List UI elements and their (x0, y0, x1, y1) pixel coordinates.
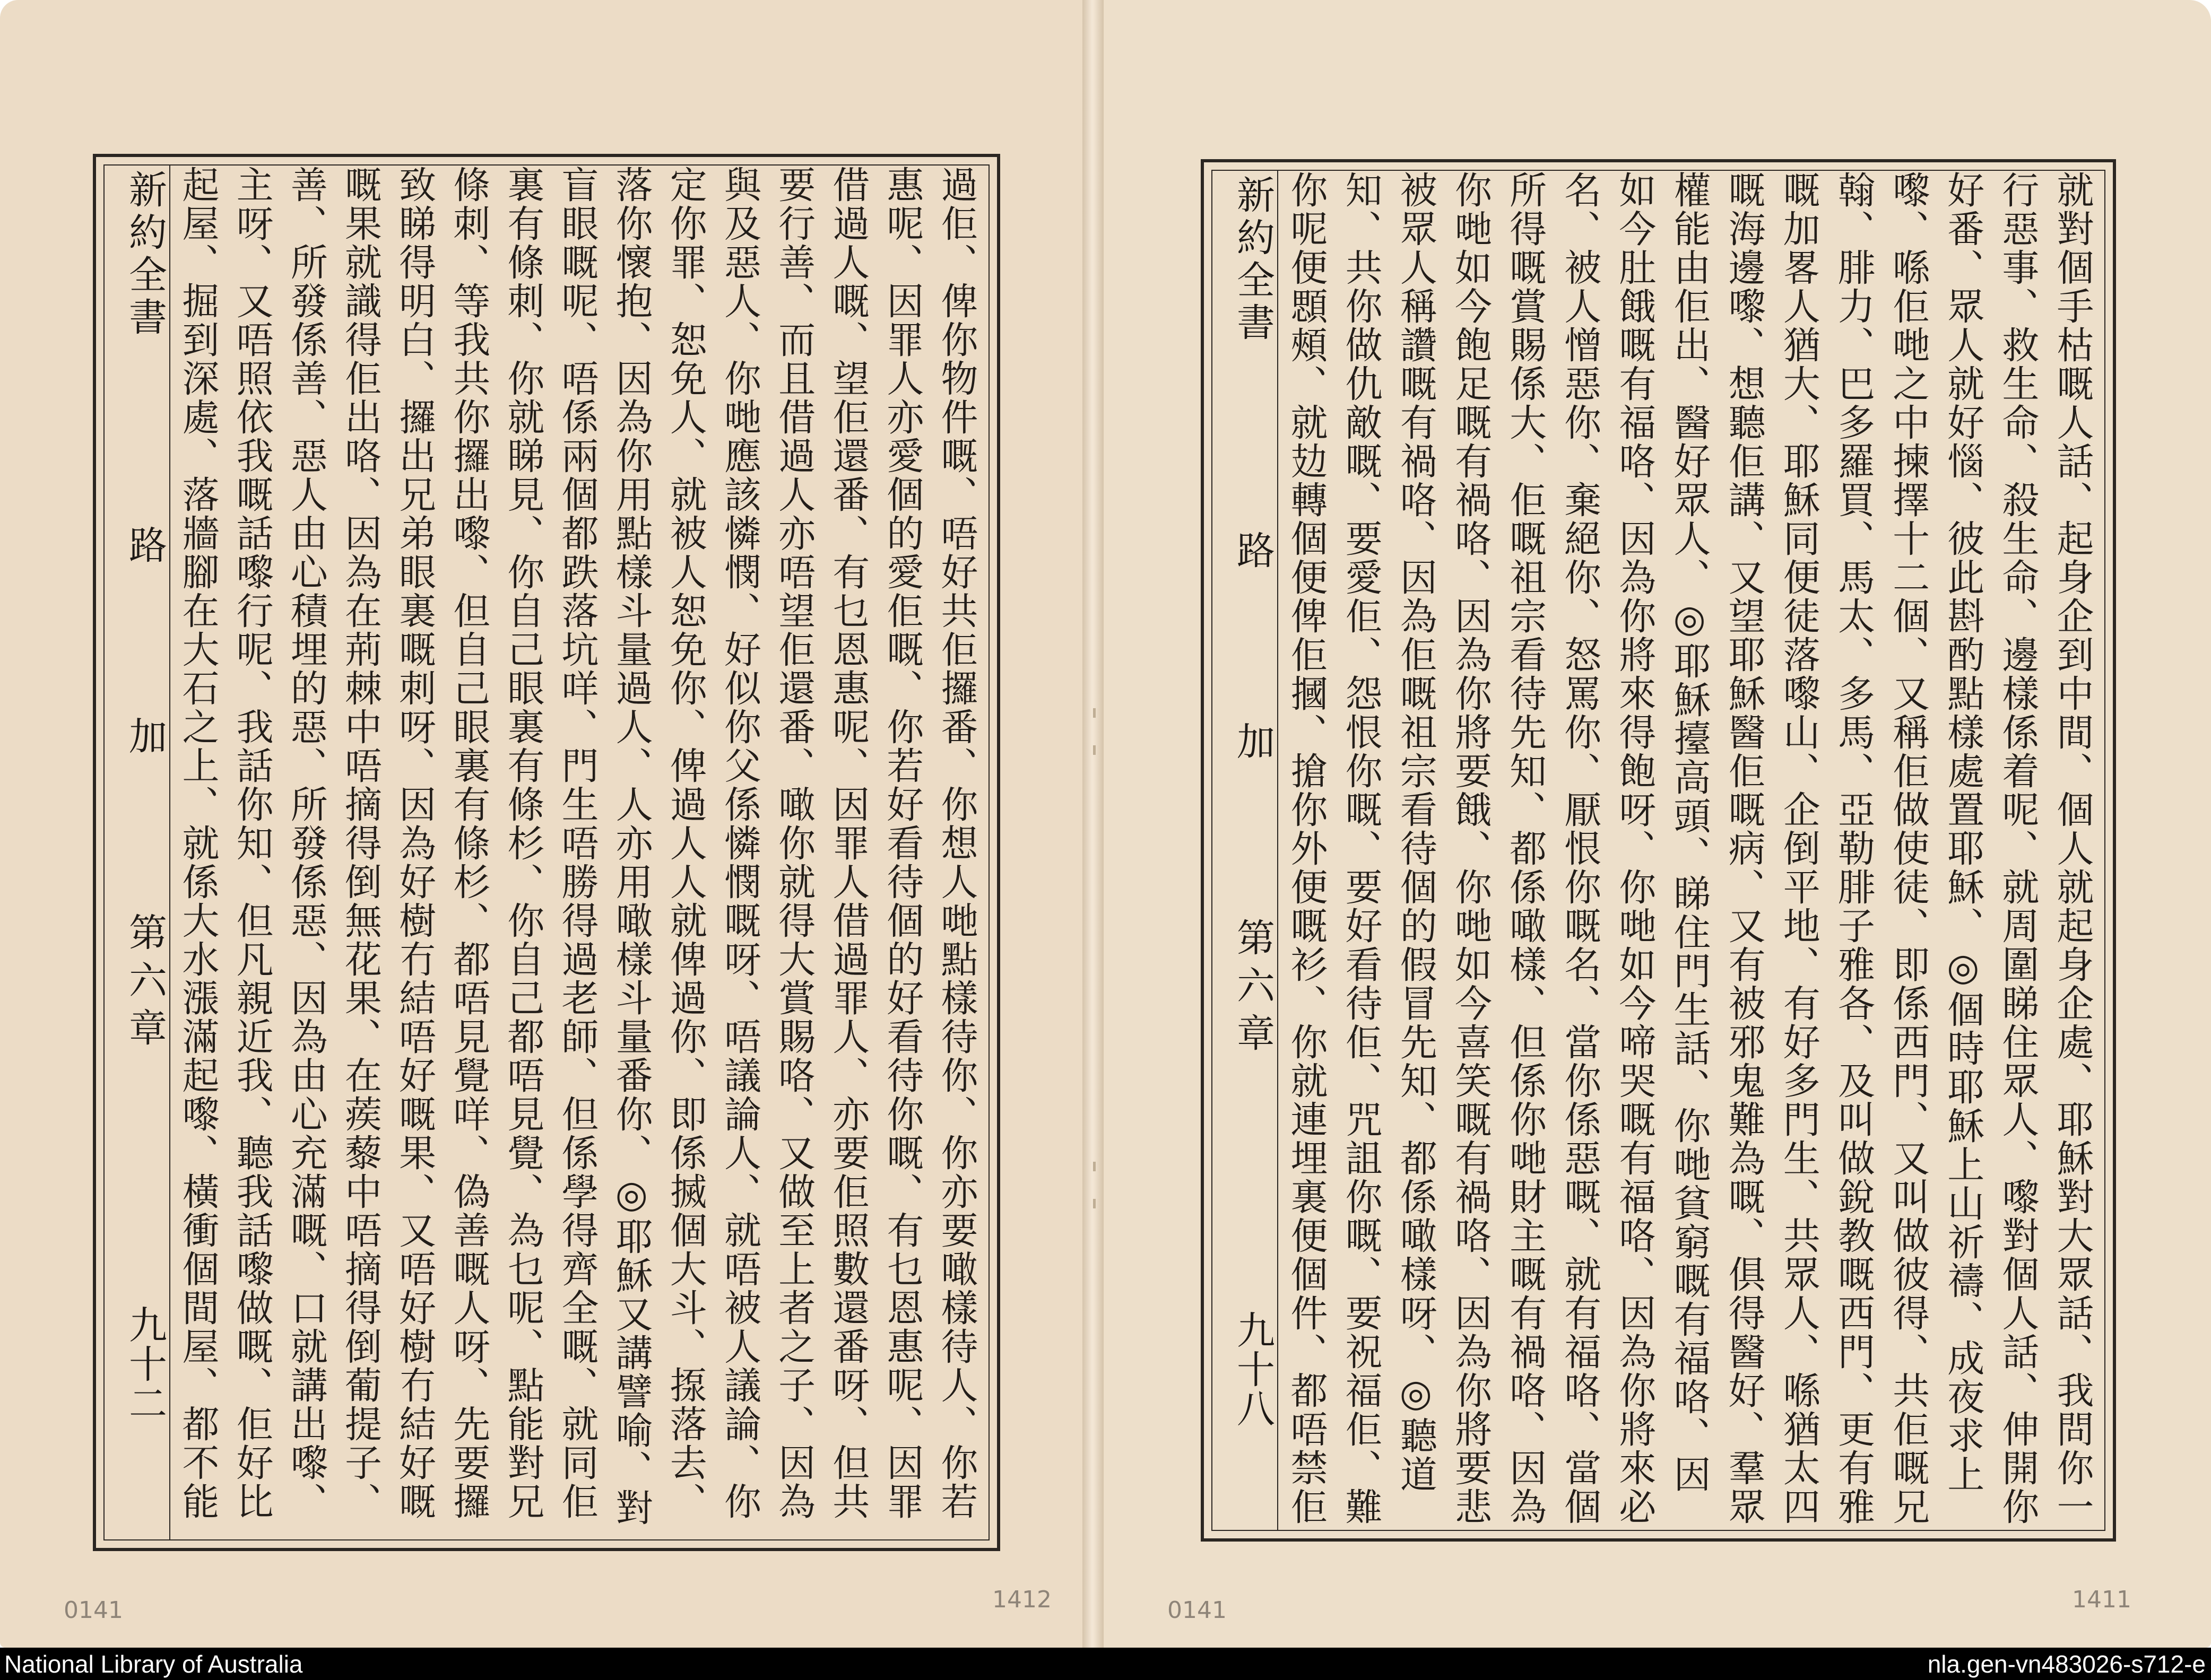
chapter-label: 第六章 (123, 912, 167, 1056)
text-column: 善、所發係善、惡人由心積埋的惡、所發係惡、因為由心充滿嘅、口就講出嚟、 (284, 166, 328, 1521)
text-column: 就對個手枯嘅人話、起身企到中間、個人就起身企處、耶穌對大眾話、我問你一 (2051, 171, 2094, 1526)
library-name: National Library of Australia (4, 1650, 303, 1678)
pencil-page-number: 1411 (2072, 1586, 2131, 1613)
text-column: 落你懷抱、因為你用點樣斗量過人、人亦用噉樣斗量番你、◎耶穌又講譬喻、對 (610, 166, 654, 1527)
text-column: 嚟、喺佢哋之中揀擇十二個、又稱佢做使徒、即係西門、又叫做彼得、共佢嘅兄 (1886, 171, 1930, 1526)
pencil-page-number: 1412 (992, 1586, 1052, 1613)
binding-stitch (1093, 1199, 1096, 1208)
text-column: 所得嘅賞賜係大、佢嘅祖宗看待先知、都係噉樣、但係你哋財主嘅有禍咯、因為 (1503, 171, 1547, 1526)
text-column: 好番、眾人就好惱、彼此斟酌點樣處置耶穌、◎個時耶穌上山祈禱、成夜求上 (1941, 171, 1985, 1494)
book-gutter (1082, 0, 1104, 1648)
text-column: 名、被人憎惡你、棄絕你、怒罵你、厭恨你嘅名、當你係惡嘅、就有福咯、當個 (1558, 171, 1602, 1526)
text-column: 嘅加畧人猶大、耶穌同便徒落嚟山、企倒平地、有好多門生、共眾人、喺猶太四 (1777, 171, 1821, 1526)
text-column: 過佢、俾你物件嘅、唔好共佢攞番、你想人哋點樣待你、你亦要噉樣待人、你若 (935, 166, 978, 1521)
text-column: 被眾人稱讚嘅有禍咯、因為佢嘅祖宗看待個的假冒先知、都係噉樣呀、◎聽道 (1394, 171, 1438, 1494)
text-columns (176, 166, 989, 1540)
text-column: 你呢便顋頰、就攰轉個便俾佢摑、搶你外便嘅衫、你就連埋裏便個件、都唔禁佢 (1285, 171, 1329, 1526)
text-column: 你哋如今飽足嘅有禍咯、因為你將要餓、你哋如今喜笑嘅有禍咯、因為你將要悲 (1449, 171, 1493, 1526)
book-name-part: 加 (123, 716, 167, 754)
binding-stitch (1093, 708, 1096, 718)
text-column: 與及惡人、你哋應該憐憫、好似你父係憐憫嘅呀、唔議論人、就唔被人議論、你 (718, 166, 762, 1521)
text-column: 借過人嘅、望佢還番、有乜恩惠呢、因罪人借過罪人、亦要佢照數還番呀、但共 (826, 166, 870, 1521)
page-number: 九十八 (1230, 1310, 1275, 1428)
right-text-frame (1201, 159, 2116, 1542)
text-column: 翰、腓力、巴多羅買、馬太、多馬、亞勒腓子雅各、及叫做銳教嘅西門、更有雅 (1832, 171, 1876, 1526)
page-number: 九十二 (123, 1305, 167, 1423)
text-column: 盲眼嘅呢、唔係兩個都跌落坑咩、門生唔勝得過老師、但係學得齊全嘅、就同佢 (556, 166, 600, 1521)
binding-stitch (1093, 1162, 1096, 1171)
book-title: 新約全書 (1230, 175, 1275, 345)
text-column: 如今肚餓嘅有福咯、因為你將來得飽呀、你哋如今啼哭嘅有福咯、因為你將來必 (1612, 171, 1657, 1526)
text-column: 條刺、等我共你攞出嚟、但自己眼裏有條杉、都唔見覺咩、偽善嘅人呀、先要攞 (447, 166, 491, 1521)
book-name-part: 加 (1230, 721, 1275, 760)
book-name-part: 路 (123, 525, 167, 563)
book-name-part: 路 (1230, 530, 1275, 569)
text-column: 要行善、而且借過人亦唔望佢還番、噉你就得大賞賜咯、又做至上者之子、因為 (772, 166, 816, 1521)
text-columns (1284, 171, 2104, 1531)
running-header (1211, 170, 1278, 1531)
item-identifier: nla.gen-vn483026-s712-e (1927, 1650, 2206, 1678)
text-column: 裏有條刺、你就睇見、你自己眼裏有條杉、你自己都唔見覺、為乜呢、點能對兄 (501, 166, 545, 1521)
text-column: 惠呢、因罪人亦愛個的愛佢嘅、你若好看待個的好看待你嘅、有乜恩惠呢、因罪 (880, 166, 924, 1521)
text-column: 致睇得明白、攞出兄弟眼裏嘅刺呀、因為好樹冇結唔好嘅果、又唔好樹冇結好嘅 (393, 166, 437, 1521)
text-column: 行惡事、救生命、殺生命、邊樣係着呢、就周圍睇住眾人、嚟對個人話、伸開你 (1996, 171, 2040, 1526)
text-column: 定你罪、恕免人、就被人恕免你、俾過人人就俾過你、即係搣個大斗、揼落去、 (664, 166, 708, 1521)
left-text-frame (93, 154, 1000, 1551)
running-header (103, 164, 170, 1540)
text-column: 知、共你做仇敵嘅、要愛佢、怨恨你嘅、要好看待佢、咒詛你嘅、要祝福佢、難 (1339, 171, 1383, 1526)
text-column: 起屋、掘到深處、落牆腳在大石之上、就係大水漲滿起嚟、橫衝個間屋、都不能 (176, 166, 220, 1521)
text-column: 主呀、又唔照依我嘅話嚟行呢、我話你知、但凡親近我、聽我話嚟做嘅、佢好比 (230, 166, 274, 1521)
binding-stitch (1093, 745, 1096, 755)
chapter-label: 第六章 (1230, 918, 1275, 1061)
text-column: 嘅果就識得佢出咯、因為在荊棘中唔摘得倒無花果、在蒺藜中唔摘得倒葡提子、 (339, 166, 383, 1521)
book-title: 新約全書 (123, 170, 167, 340)
text-column: 權能由佢出、醫好眾人、◎耶穌擡高頭、睇住門生話、你哋貧窮嘅有福咯、因 (1668, 171, 1712, 1494)
pencil-mark: 0141 (64, 1597, 123, 1624)
pencil-mark: 0141 (1167, 1597, 1227, 1624)
text-column: 嘅海邊嚟、想聽佢講、又望耶穌醫佢嘅病、又有被邪鬼難為嘅、俱得醫好、羣眾 (1722, 171, 1766, 1526)
attribution-bar (0, 1648, 2211, 1680)
